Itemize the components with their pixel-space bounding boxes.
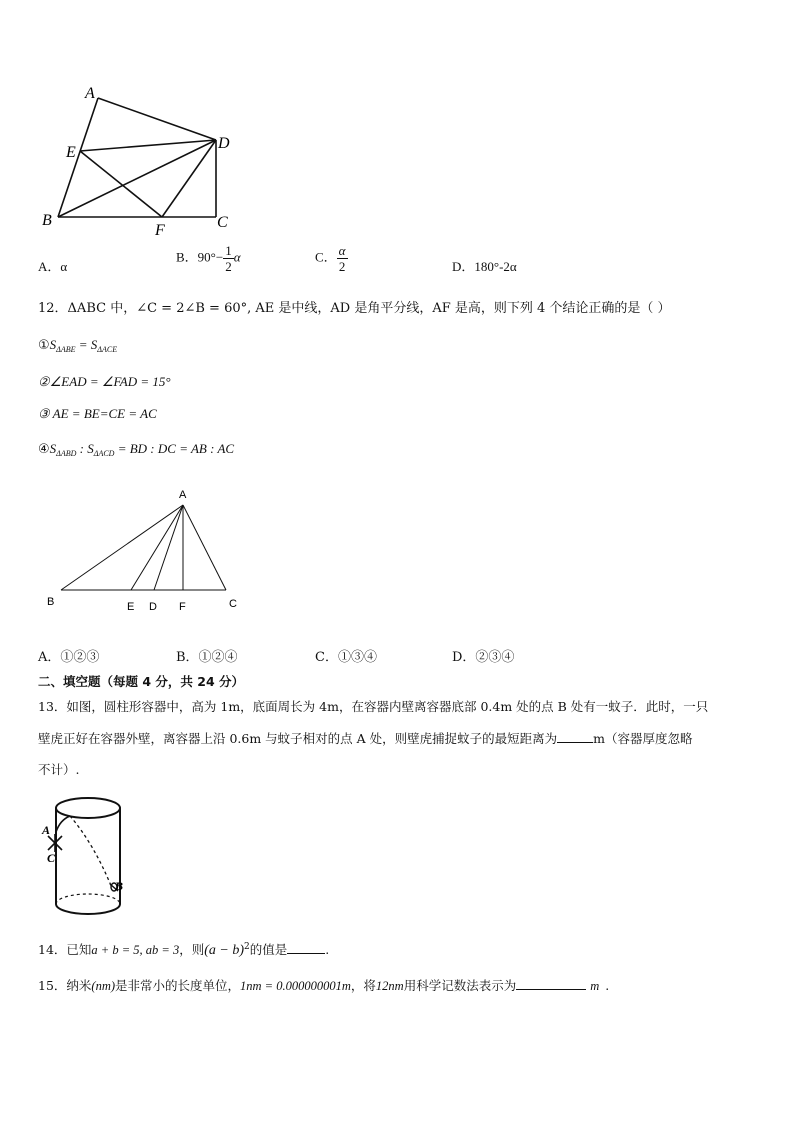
q15-line [38,976,609,994]
q15-mid1: 是非常小的长度单位， [115,978,241,993]
q12-option-b [176,646,238,665]
q11-option-c-prefix: C． [315,249,337,265]
q15-unit-nm: (nm) [91,979,116,993]
gecko-icon [48,834,62,852]
point-label-b: B [115,879,124,893]
q12-s4-mark: ④ [38,442,50,457]
q11-option-c [315,244,348,273]
vertex-label-a: A [85,85,95,102]
q12-statement-2: ②∠EAD = ∠FAD = 15° [38,374,171,389]
q11-b-denominator: 2 [225,259,232,274]
q12-option-a-text: A．①②③ [38,650,100,665]
vertex-label-a: A [179,489,187,501]
fraction-one-half [223,244,234,273]
vertex-label-b: B [42,212,52,229]
q13-line-2 [38,729,693,747]
figure-q11 [30,82,240,242]
q15-equation: 1nm = 0.000000001m [240,979,351,993]
q14-exponent: 2 [244,941,250,952]
q15-end: . [605,978,610,993]
q14-prefix: 14．已知 [38,942,92,957]
vertex-label-e: E [66,144,76,161]
shortest-path-dashed [70,816,112,888]
fraction-alpha-half [337,244,348,273]
point-label-c: C [47,851,56,865]
q13-line-1: 13．如图，圆柱形容器中，高为 1m，底面周长为 4m，在容器内壁离容器底部 0.4m 处的点 B 处有一蚊子．此时，一只 [38,699,709,714]
vertex-label-f: F [155,222,165,239]
q15-mid2: ，将 [350,978,376,993]
q12-s4-mid: : S [76,441,94,456]
q15-answer-blank[interactable] [516,989,586,990]
figure-q13-cylinder [36,792,136,922]
segment-ab [61,505,183,590]
q15-mid3: 用科学记数法表示为 [403,978,517,993]
q12-statement-1 [38,337,117,354]
q12-s4-rest: = BD : DC = AB : AC [114,441,235,456]
q12-s1-sub1: ΔABE [56,345,76,354]
q11-c-denominator: 2 [338,259,346,274]
segment-ad [154,505,183,590]
segment-ab [58,98,98,217]
cylinder-top-ellipse [56,798,120,818]
q12-s1-sub2: ΔACE [97,345,118,354]
q15-prefix: 15．纳米 [38,978,92,993]
q13-line-2-unit: m（容器厚度忽略 [593,731,693,746]
cylinder-bottom-back [56,894,120,904]
q13-answer-blank[interactable] [557,742,593,743]
q14-mid: ，则 [179,942,205,957]
q12-option-d-text: D．②③④ [452,650,515,665]
q12-s1-mark: ① [38,338,50,353]
q12-s4-s: S [49,441,57,456]
q12-s1-eq: = S [75,337,98,352]
q15-unit-m: m [590,979,600,993]
q12-option-b-text: B．①②④ [176,650,238,665]
vertex-label-c: C [217,214,228,231]
q12-option-a [38,646,99,665]
q11-option-a [38,256,67,275]
segment-ad [98,98,216,140]
vertex-label-b: B [47,596,55,608]
q15-value: 12nm [375,979,404,993]
segment-ef [80,151,162,217]
segment-fd [162,140,216,217]
segment-ae [131,505,183,590]
vertex-label-d: D [218,135,230,152]
q12-statement-4 [38,441,234,458]
vertex-label-d: D [149,601,157,613]
q12-option-d [452,646,514,665]
q14-end: . [325,942,330,957]
q11-option-d-text: D．180°-2α [452,259,517,274]
q11-option-d [452,256,517,275]
q12-stem: 12．ΔABC 中，∠C = 2∠B = 60°, AE 是中线，AD 是角平分线，AF 是高，则下列 4 个结论正确的是（ ） [38,301,671,316]
q11-c-numerator: α [338,243,346,258]
q12-statement-3: ③ AE = BE=CE = AC [38,406,157,421]
point-label-a: A [42,823,51,837]
q11-option-b-prefix: B．90°− [176,249,224,265]
q14-condition: a + b = 5, ab = 3 [91,943,180,957]
q11-option-b-alpha: α [233,249,241,265]
q11-option-a-text: A．α [38,259,68,274]
vertex-label-e: E [127,601,135,613]
cylinder-bottom-front [56,904,120,914]
figure-q12-triangle [40,484,250,614]
q11-b-numerator: 1 [225,243,232,258]
q12-s4-sub2: ΔACD [93,449,115,458]
shortest-path-solid [56,816,70,832]
q14-answer-blank[interactable] [287,953,325,954]
q12-option-c-text: C．①③④ [315,650,377,665]
segment-ac [183,505,226,590]
q12-option-c [315,646,377,665]
q14-line [38,940,329,959]
q14-expression: (a − b) [204,943,245,958]
vertex-label-c: C [229,598,237,610]
q13-line-3: 不计）. [38,762,80,777]
q12-s4-sub1: ΔABD [56,449,77,458]
vertex-label-f: F [179,601,186,613]
q12-s1-s: S [49,337,57,352]
q14-suffix: 的值是 [249,942,288,957]
q13-line-2-text: 壁虎正好在容器外壁，离容器上沿 0.6m 与蚊子相对的点 A 处，则壁虎捕捉蚊子的最短距离为 [38,731,558,746]
q11-option-b [176,244,241,273]
section-heading-fill-in: 二、填空题（每题 4 分，共 24 分） [38,674,245,689]
